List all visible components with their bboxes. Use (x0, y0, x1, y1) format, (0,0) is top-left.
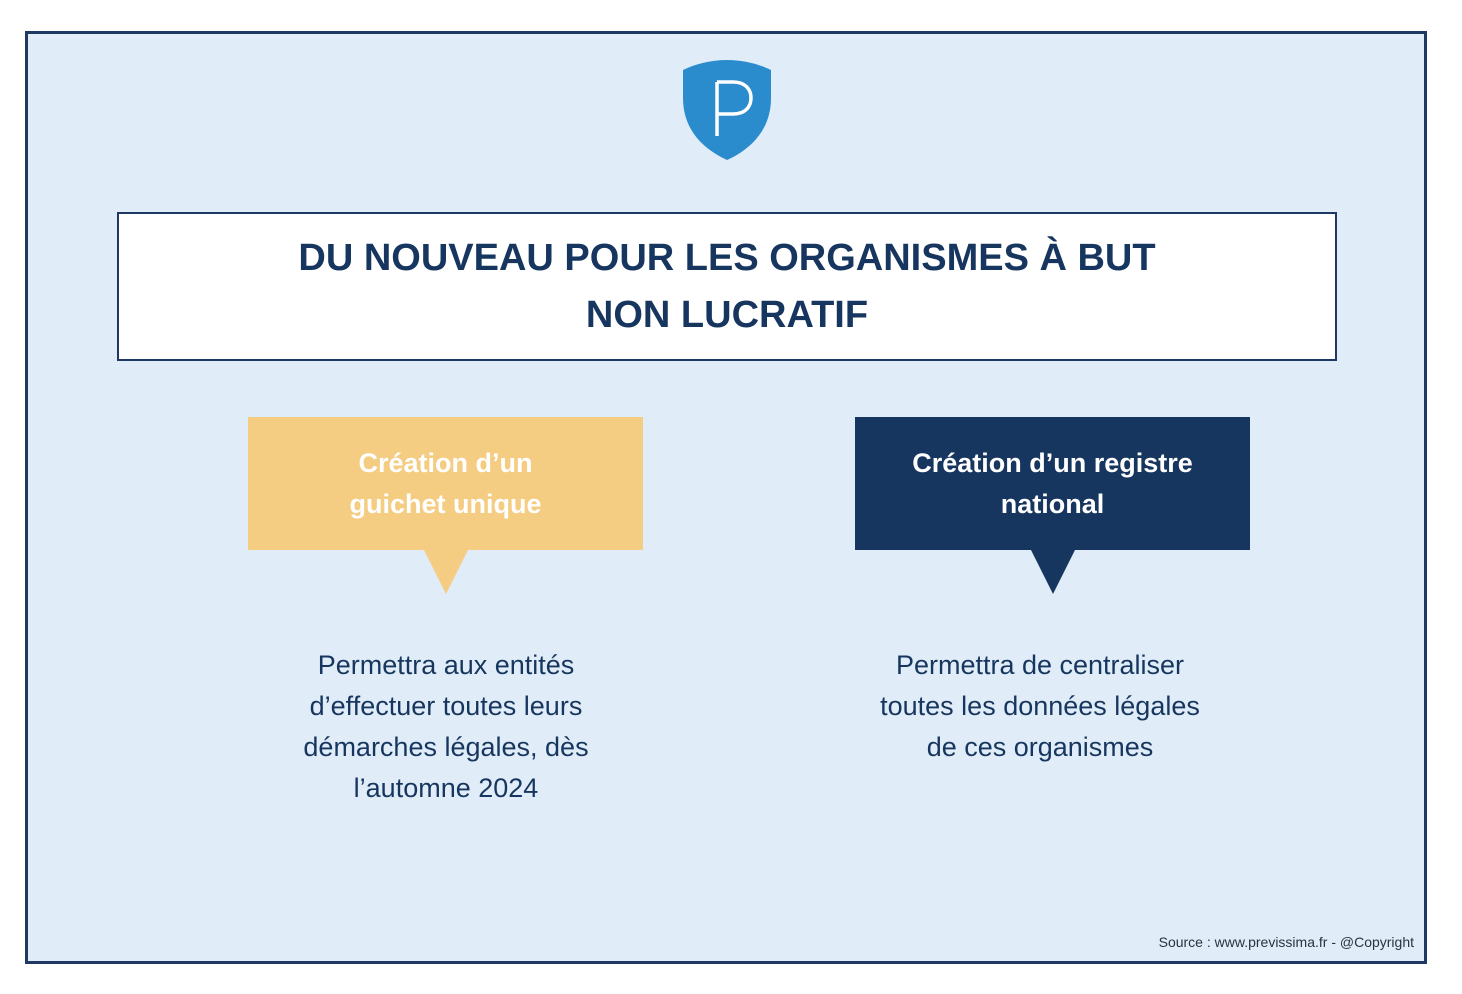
page-title: DU NOUVEAU POUR LES ORGANISMES À BUT NON LUCRATIF (298, 236, 1156, 336)
description-left: Permettra aux entités d’effectuer toutes leurs démarches légales, dès l’automne 2024 (303, 650, 589, 803)
bubble-guichet-unique (248, 417, 643, 550)
bubble-heading-left: Création d’un guichet unique (349, 447, 542, 519)
bubble-registre-national (855, 417, 1250, 550)
shield-letter-p-icon (681, 58, 773, 162)
description-right: Permettra de centraliser toutes les données légales de ces organismes (880, 650, 1200, 762)
source-credit: Source : www.previssima.fr - @Copyright (1158, 934, 1414, 950)
title-box (117, 212, 1337, 361)
bubble-heading-right: Création d’un registre national (912, 447, 1193, 519)
